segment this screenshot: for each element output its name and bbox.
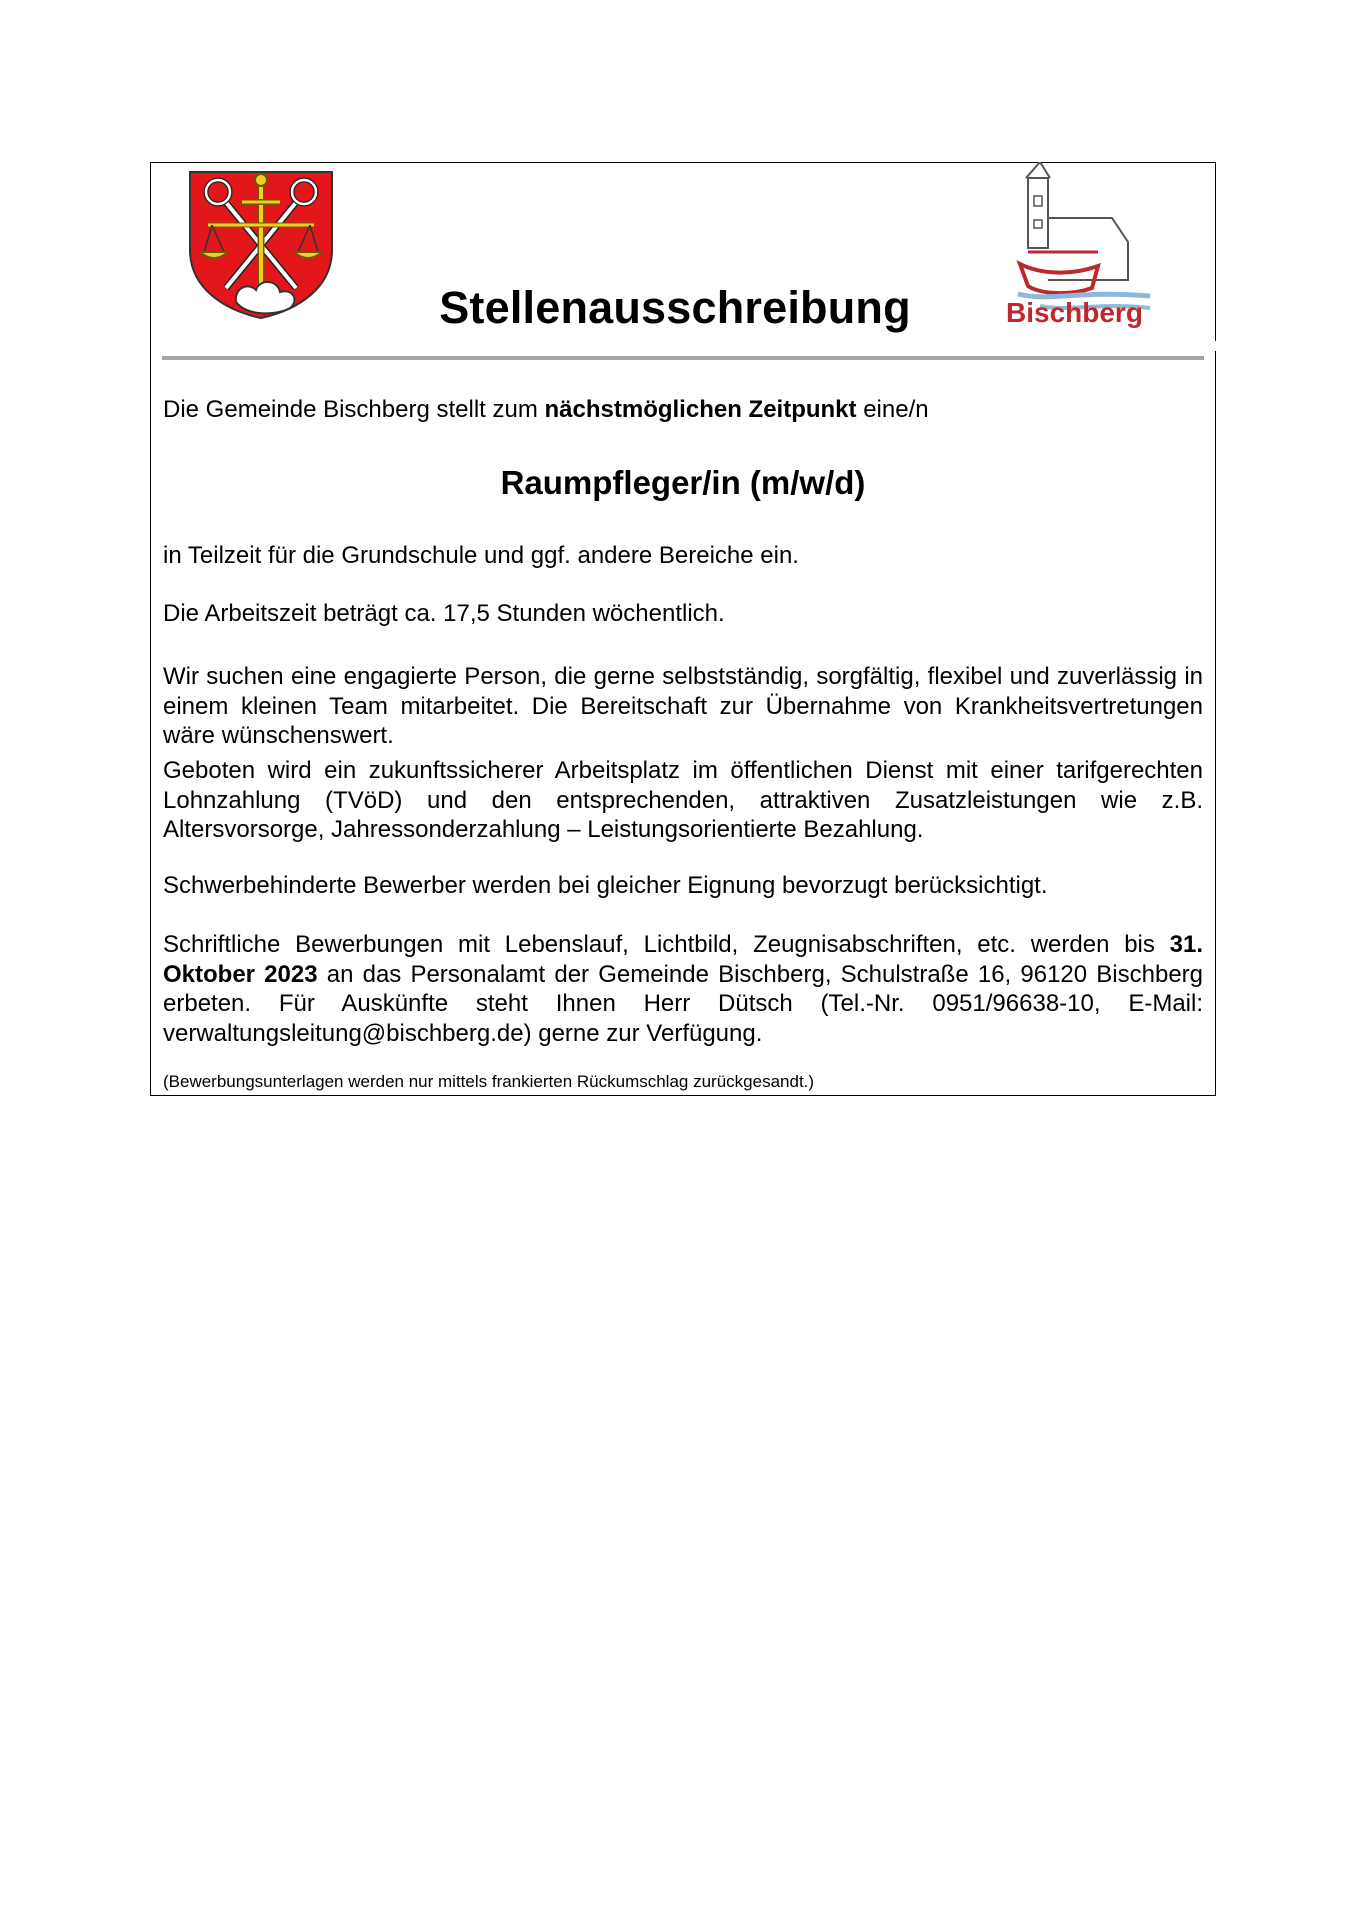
bischberg-logo-icon: [1000, 162, 1152, 332]
frame-gap: [1212, 341, 1218, 351]
person-text: Wir suchen eine engagierte Person, die gerne selbstständig, sorgfältig, flexibel und zuverlässig in einem kleinen Team mitarbeitet. Die Bereitschaft zur Übernahme von Krankheitsvertretungen wäre wünschenswert.: [163, 663, 1203, 749]
header-divider: [162, 356, 1204, 360]
intro-text: [163, 395, 1203, 425]
intro-part2: eine/n: [856, 396, 929, 423]
schwerbehindert-text: Schwerbehinderte Bewerber werden bei gleicher Eignung bevorzugt berücksichtigt.: [163, 872, 1048, 899]
arbeitszeit-text: Die Arbeitszeit beträgt ca. 17,5 Stunden wöchentlich.: [163, 600, 725, 627]
teilzeit-text: in Teilzeit für die Grundschule und ggf. andere Bereiche ein.: [163, 542, 799, 569]
application-text: [163, 930, 1203, 1048]
page-title: Stellenausschreibung: [439, 282, 911, 333]
position-title: Raumpfleger/in (m/w/d): [500, 464, 866, 501]
coat-of-arms-icon: [186, 170, 336, 320]
application-deadline: 31. Oktober 2023: [163, 931, 1203, 988]
application-part1: Schriftliche Bewerbungen mit Lebenslauf, Lichtbild, Zeugnisabschriften, etc. werden bis: [163, 931, 1170, 958]
application-part2: an das Personalamt der Gemeinde Bischberg, Schulstraße 16, 96120 Bischberg erbeten. Für Auskünfte steht Ihnen Herr Dütsch (Tel.-Nr. 0951/96638-10, E-Mail: verwaltungsleitung@bischberg.de) gerne zur Verfügung.: [163, 960, 1204, 1047]
logo-wordmark: Bischberg: [1006, 297, 1143, 328]
angebot-text: Geboten wird ein zukunftssicherer Arbeitsplatz im öffentlichen Dienst mit einer tarifgerechten Lohnzahlung (TVöD) und den entsprechenden, attraktiven Zusatzleistungen wie z.B. Altersvorsorge, Jahressonderzahlung – Leistungsorientierte Bezahlung.: [163, 757, 1203, 843]
intro-part1: Die Gemeinde Bischberg stellt zum: [163, 396, 545, 423]
intro-bold: nächstmöglichen Zeitpunkt: [544, 396, 857, 423]
footnote: (Bewerbungsunterlagen werden nur mittels frankierten Rückumschlag zurückgesandt.): [163, 1072, 815, 1091]
